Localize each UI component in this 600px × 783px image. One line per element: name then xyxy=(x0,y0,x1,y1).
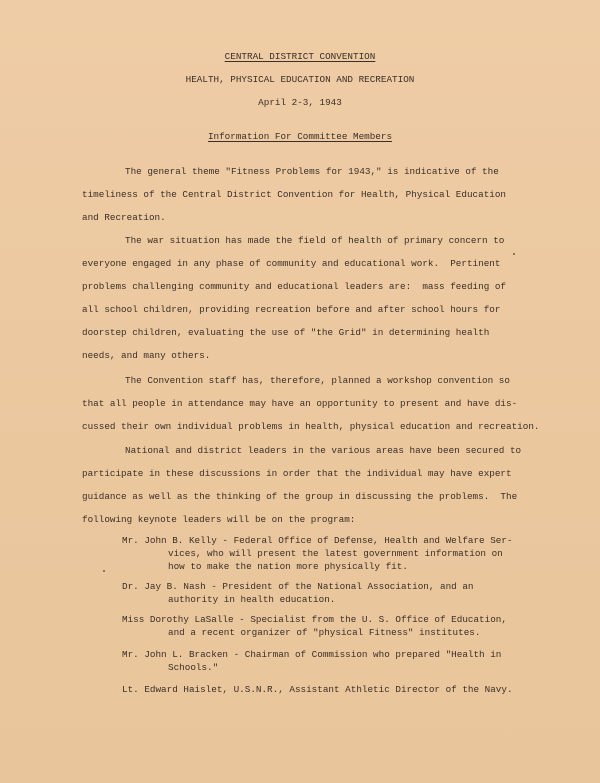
leader-entry-line: Mr. John L. Bracken - Chairman of Commission who prepared "Health in xyxy=(122,649,502,660)
paragraph-line: all school children, providing recreation before and after school hours for xyxy=(82,304,501,315)
leader-entry-line: Mr. John B. Kelly - Federal Office of Defense, Health and Welfare Ser- xyxy=(122,535,513,546)
paragraph-line: that all people in attendance may have an opportunity to present and have dis- xyxy=(82,398,518,409)
paragraph-line: everyone engaged in any phase of community and educational work. Pertinent xyxy=(82,258,501,269)
document-subtitle: HEALTH, PHYSICAL EDUCATION AND RECREATION xyxy=(185,74,415,85)
paragraph-line: cussed their own individual problems in health, physical education and recreation. xyxy=(82,421,540,432)
leader-entry-line: vices, who will present the latest government information on xyxy=(168,548,503,559)
paragraph-line: problems challenging community and educational leaders are: mass feeding of xyxy=(82,281,507,292)
paragraph-line: guidance as well as the thinking of the group in discussing the problems. The xyxy=(82,491,518,502)
leader-entry-line: how to make the nation more physically fit. xyxy=(168,561,408,572)
paragraph-line: doorstep children, evaluating the use of "the Grid" in determining health xyxy=(82,327,490,338)
paragraph-line: needs, and many others. xyxy=(82,350,211,361)
paper-speck xyxy=(103,570,105,572)
leader-entry-line: Schools." xyxy=(168,662,219,673)
paragraph-line: The general theme "Fitness Problems for 1943," is indicative of the xyxy=(125,166,499,177)
paragraph-line: participate in these discussions in order that the individual may have expert xyxy=(82,468,512,479)
section-heading: Information For Committee Members xyxy=(207,131,393,142)
leader-entry-line: Miss Dorothy LaSalle - Specialist from the U. S. Office of Education, xyxy=(122,614,507,625)
leader-entry-line: and a recent organizer of "physical Fitness" institutes. xyxy=(168,627,481,638)
document-title: CENTRAL DISTRICT CONVENTION xyxy=(224,51,376,62)
document-date: April 2-3, 1943 xyxy=(258,97,342,108)
leader-entry-line: Dr. Jay B. Nash - President of the National Association, and an xyxy=(122,581,474,592)
paper-speck xyxy=(513,253,515,255)
paragraph-line: The Convention staff has, therefore, planned a workshop convention so xyxy=(125,375,510,386)
paragraph-line: The war situation has made the field of health of primary concern to xyxy=(125,235,505,246)
paragraph-line: National and district leaders in the various areas have been secured to xyxy=(125,445,522,456)
paragraph-line: following keynote leaders will be on the program: xyxy=(82,514,356,525)
paragraph-line: and Recreation. xyxy=(82,212,166,223)
leader-entry-line: Lt. Edward Haislet, U.S.N.R., Assistant Athletic Director of the Navy. xyxy=(122,684,513,695)
leader-entry-line: authority in health education. xyxy=(168,594,336,605)
paragraph-line: timeliness of the Central District Convention for Health, Physical Education xyxy=(82,189,507,200)
